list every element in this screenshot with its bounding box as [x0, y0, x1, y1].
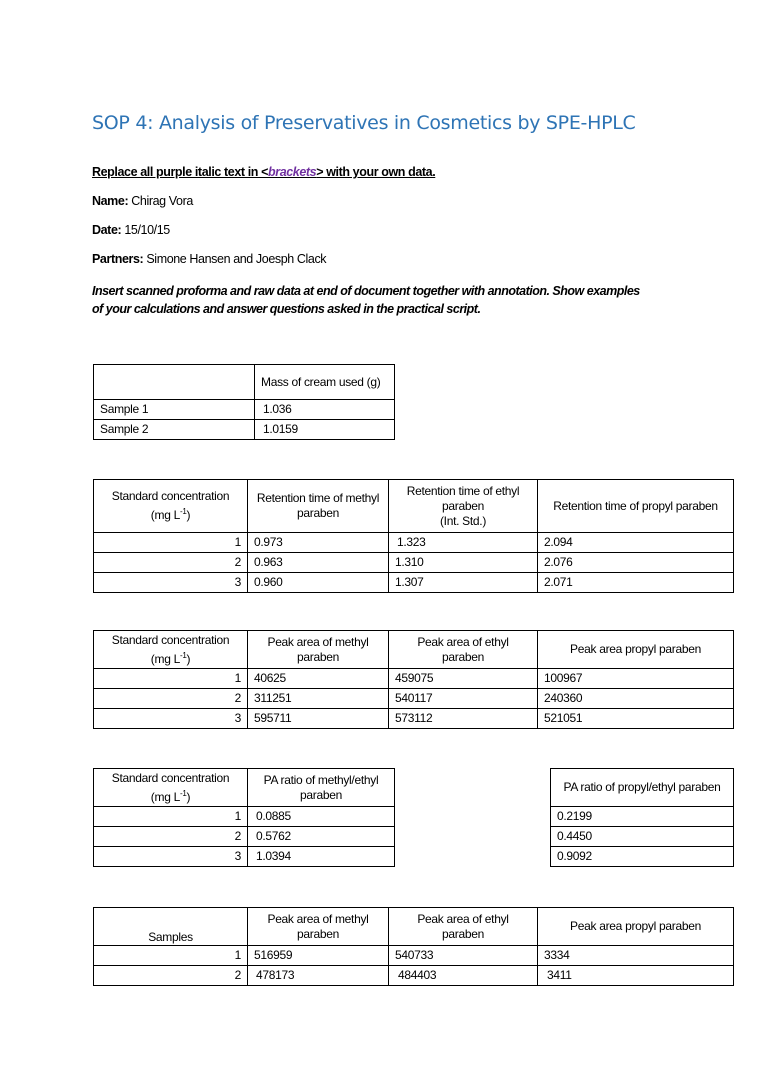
table-row [94, 847, 395, 867]
table-cell: 459075 [389, 669, 538, 689]
table-cell: 573112 [389, 709, 538, 729]
header-unit-close: ) [186, 651, 191, 666]
header-unit: (mg L [150, 651, 180, 666]
pa-ratio-methyl-table [93, 768, 395, 867]
header-cell: Peak area of ethyl paraben [389, 908, 538, 946]
page-title: SOP 4: Analysis of Preservatives in Cosmetics by SPE-HPLC [92, 112, 636, 134]
table-cell: 1 [94, 533, 248, 553]
table-cell: 0.963 [248, 553, 389, 573]
table-row [94, 946, 734, 966]
header-cell: Samples [94, 908, 248, 946]
header-unit-close: ) [186, 789, 191, 804]
table-cell: 0.973 [248, 533, 389, 553]
instruction-prefix: Replace all purple italic text in < [92, 165, 268, 179]
header-cell: Peak area of ethyl paraben [389, 631, 538, 669]
table-cell: 0.0885 [248, 807, 395, 827]
header-unit-sup: -1 [179, 650, 187, 660]
table-cell: 3 [94, 573, 248, 593]
table-row [94, 420, 395, 440]
table-cell: 100967 [538, 669, 734, 689]
header-cell: Peak area of methyl paraben [248, 631, 389, 669]
name-label: Name: [92, 194, 129, 208]
table-cell: 484403 [389, 966, 538, 986]
table-cell: 540733 [389, 946, 538, 966]
pa-ratio-propyl-table [550, 768, 734, 867]
table-cell: 521051 [538, 709, 734, 729]
table-cell: 1.0159 [255, 420, 395, 440]
table-cell: Sample 1 [94, 400, 255, 420]
instruction-note: Insert scanned proforma and raw data at end of document together with annotation. Show examples of your calculations and answer questions asked in the practical script. [92, 284, 640, 316]
header-unit: (mg L [150, 508, 180, 522]
date-value: 15/10/15 [124, 223, 170, 237]
table-header-row [94, 365, 395, 400]
table-cell: 2 [94, 689, 248, 709]
header-cell: PA ratio of methyl/ethyl paraben [248, 769, 395, 807]
header-text: Standard concentration [111, 489, 230, 503]
header-cell [389, 480, 538, 533]
table-cell: 3 [94, 847, 248, 867]
table-cell: 0.5762 [248, 827, 395, 847]
table-row [94, 827, 395, 847]
header-cell: Peak area propyl paraben [538, 631, 734, 669]
table-header-row [551, 769, 734, 807]
peak-area-table [93, 630, 734, 729]
table-row [94, 709, 734, 729]
name-field [92, 194, 193, 208]
table-cell: 3411 [538, 966, 734, 986]
partners-value: Simone Hansen and Joesph Clack [146, 252, 327, 266]
table-cell: 3334 [538, 946, 734, 966]
table-cell: 0.4450 [551, 827, 734, 847]
header-text: Standard concentration [111, 770, 230, 785]
header-cell [94, 365, 255, 400]
header-cell: Peak area propyl paraben [538, 908, 734, 946]
header-cell [94, 631, 248, 669]
table-row [551, 827, 734, 847]
table-row [94, 400, 395, 420]
header-cell: Peak area of methyl paraben [248, 908, 389, 946]
date-label: Date: [92, 223, 122, 237]
table-cell: 3 [94, 709, 248, 729]
header-cell: PA ratio of propyl/ethyl paraben [551, 769, 734, 807]
header-unit-sup: -1 [179, 788, 187, 798]
table-header-row [94, 631, 734, 669]
table-cell: 2 [94, 827, 248, 847]
table-cell: 1.307 [389, 573, 538, 593]
table-cell: 2 [94, 966, 248, 986]
table-row [551, 847, 734, 867]
table-cell: 2.076 [538, 553, 734, 573]
table-cell: 311251 [248, 689, 389, 709]
table-cell: 2.094 [538, 533, 734, 553]
table-cell: 540117 [389, 689, 538, 709]
header-cell: Retention time of methyl paraben [248, 480, 389, 533]
header-text: Standard concentration [111, 632, 230, 647]
date-field [92, 223, 170, 237]
table-row [94, 807, 395, 827]
table-cell: 0.2199 [551, 807, 734, 827]
header-subtext: (Int. Std.) [439, 513, 487, 528]
instruction-highlight: brackets [268, 165, 317, 179]
table-header-row [94, 908, 734, 946]
mass-table [93, 364, 395, 440]
table-cell: Sample 2 [94, 420, 255, 440]
table-row [94, 966, 734, 986]
retention-time-table [93, 479, 734, 593]
partners-label: Partners: [92, 252, 144, 266]
table-row [94, 533, 734, 553]
instruction-line [92, 165, 435, 179]
table-cell: 2 [94, 553, 248, 573]
instruction-suffix: > with your own data. [316, 165, 436, 179]
samples-peak-area-table [93, 907, 734, 986]
table-cell: 1.0394 [248, 847, 395, 867]
table-cell: 1 [94, 669, 248, 689]
table-cell: 0.960 [248, 573, 389, 593]
table-cell: 1 [94, 807, 248, 827]
header-cell [94, 480, 248, 533]
table-header-row [94, 769, 395, 807]
table-cell: 595711 [248, 709, 389, 729]
header-unit-close: ) [186, 508, 191, 522]
table-cell: 516959 [248, 946, 389, 966]
table-cell: 2.071 [538, 573, 734, 593]
table-cell: 240360 [538, 689, 734, 709]
header-unit: (mg L [150, 789, 180, 804]
table-cell: 1.036 [255, 400, 395, 420]
table-cell: 1.323 [389, 533, 538, 553]
header-cell [94, 769, 248, 807]
table-row [94, 573, 734, 593]
table-row [94, 553, 734, 573]
partners-field [92, 252, 326, 266]
header-cell: Retention time of propyl paraben [538, 480, 734, 533]
table-cell: 1 [94, 946, 248, 966]
table-row [94, 689, 734, 709]
table-cell: 1.310 [389, 553, 538, 573]
table-header-row [94, 480, 734, 533]
table-row [551, 807, 734, 827]
table-cell: 478173 [248, 966, 389, 986]
table-cell: 40625 [248, 669, 389, 689]
header-text: Retention time of ethyl paraben [406, 483, 520, 513]
header-unit-sup: -1 [179, 507, 187, 516]
table-cell: 0.9092 [551, 847, 734, 867]
table-row [94, 669, 734, 689]
name-value: Chirag Vora [131, 194, 193, 208]
header-cell: Mass of cream used (g) [255, 365, 395, 400]
